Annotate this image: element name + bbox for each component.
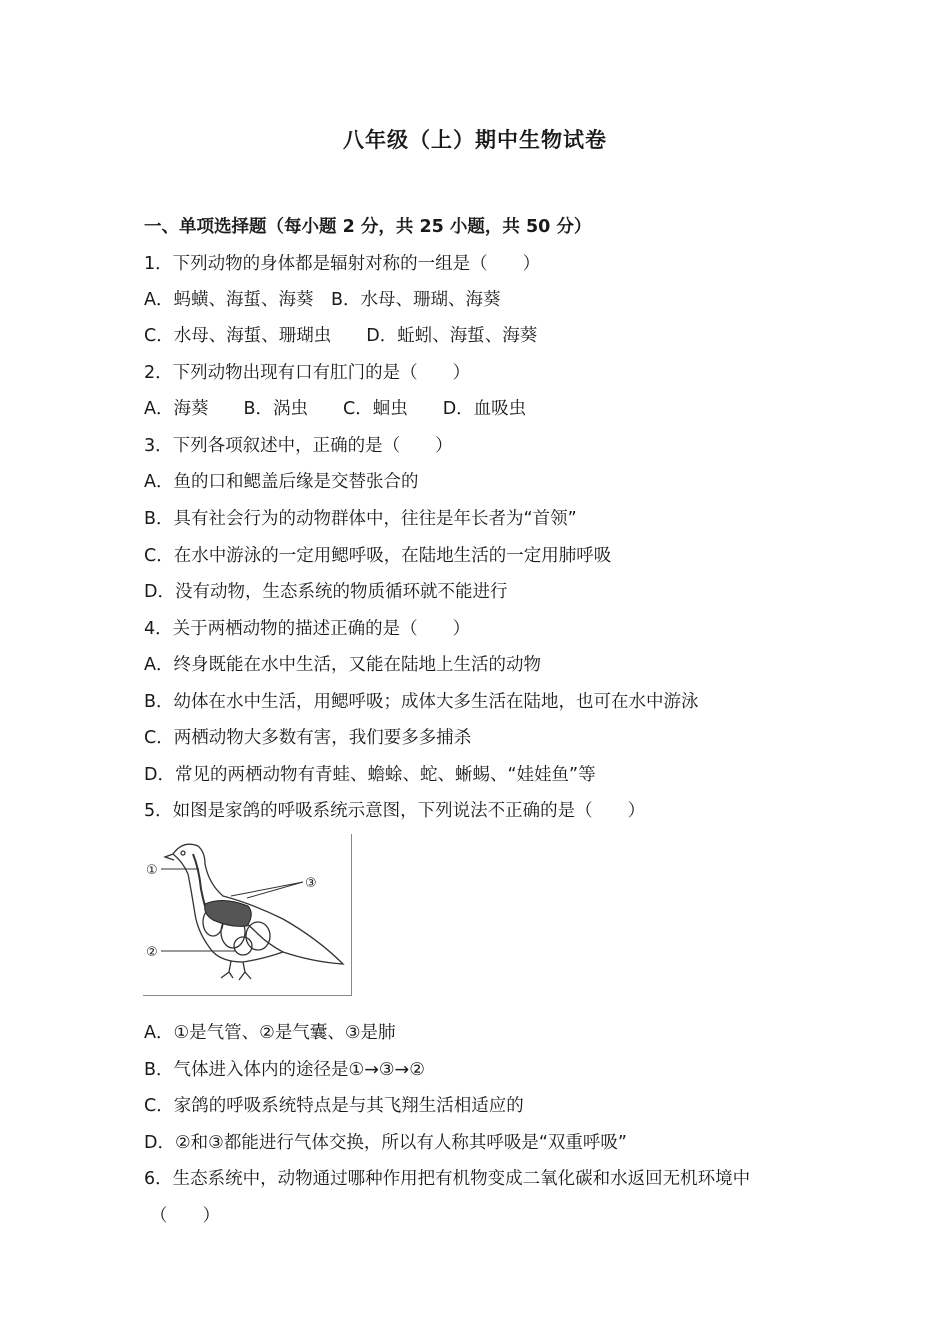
question-3-option-b: B．具有社会行为的动物群体中，往往是年长者为“首领” — [144, 509, 577, 529]
question-5-option-d: D．②和③都能进行气体交换，所以有人称其呼吸是“双重呼吸” — [144, 1133, 627, 1153]
question-3-stem: 3．下列各项叙述中，正确的是（ ） — [144, 436, 453, 456]
question-5-option-b: B．气体进入体内的途径是①→③→② — [144, 1060, 425, 1080]
question-2-stem: 2．下列动物出现有口有肛门的是（ ） — [144, 363, 471, 383]
question-5-option-c: C．家鸽的呼吸系统特点是与其飞翔生活相适应的 — [144, 1096, 524, 1116]
pigeon-respiratory-figure — [143, 834, 352, 996]
question-4-option-d: D．常见的两栖动物有青蛙、蟾蜍、蛇、蜥蜴、“娃娃鱼”等 — [144, 765, 596, 785]
question-3-option-a: A．鱼的口和鳃盖后缘是交替张合的 — [144, 472, 419, 492]
section-heading: 一、单项选择题（每小题 2 分，共 25 小题，共 50 分） — [144, 217, 592, 237]
figure-label-2: ② — [146, 945, 158, 960]
exam-title: 八年级（上）期中生物试卷 — [343, 128, 607, 152]
question-5-option-a: A．①是气管、②是气囊、③是肺 — [144, 1023, 396, 1043]
question-4-option-c: C．两栖动物大多数有害，我们要多多捕杀 — [144, 728, 472, 748]
figure-label-3: ③ — [305, 876, 317, 891]
figure-label-1: ① — [146, 863, 158, 878]
question-1-options-ab: A．蚂蟥、海蜇、海葵 B．水母、珊瑚、海葵 — [144, 290, 501, 310]
question-6-stem: 6．生态系统中，动物通过哪种作用把有机物变成二氧化碳和水返回无机环境中 — [144, 1169, 751, 1189]
question-1-stem: 1．下列动物的身体都是辐射对称的一组是（ ） — [144, 254, 541, 274]
question-3-option-d: D．没有动物，生态系统的物质循环就不能进行 — [144, 582, 508, 602]
question-5-stem: 5．如图是家鸽的呼吸系统示意图，下列说法不正确的是（ ） — [144, 801, 646, 821]
question-4-option-a: A．终身既能在水中生活，又能在陆地上生活的动物 — [144, 655, 541, 675]
question-4-option-b: B．幼体在水中生活，用鳃呼吸；成体大多生活在陆地，也可在水中游泳 — [144, 692, 699, 712]
question-2-options: A．海葵 B．涡虫 C．蛔虫 D．血吸虫 — [144, 399, 527, 419]
question-4-stem: 4．关于两栖动物的描述正确的是（ ） — [144, 619, 471, 639]
question-1-options-cd: C．水母、海蜇、珊瑚虫 D．蚯蚓、海蜇、海葵 — [144, 326, 538, 346]
question-6-stem-continued: （ ） — [150, 1206, 220, 1226]
question-3-option-c: C．在水中游泳的一定用鳃呼吸，在陆地生活的一定用肺呼吸 — [144, 546, 612, 566]
